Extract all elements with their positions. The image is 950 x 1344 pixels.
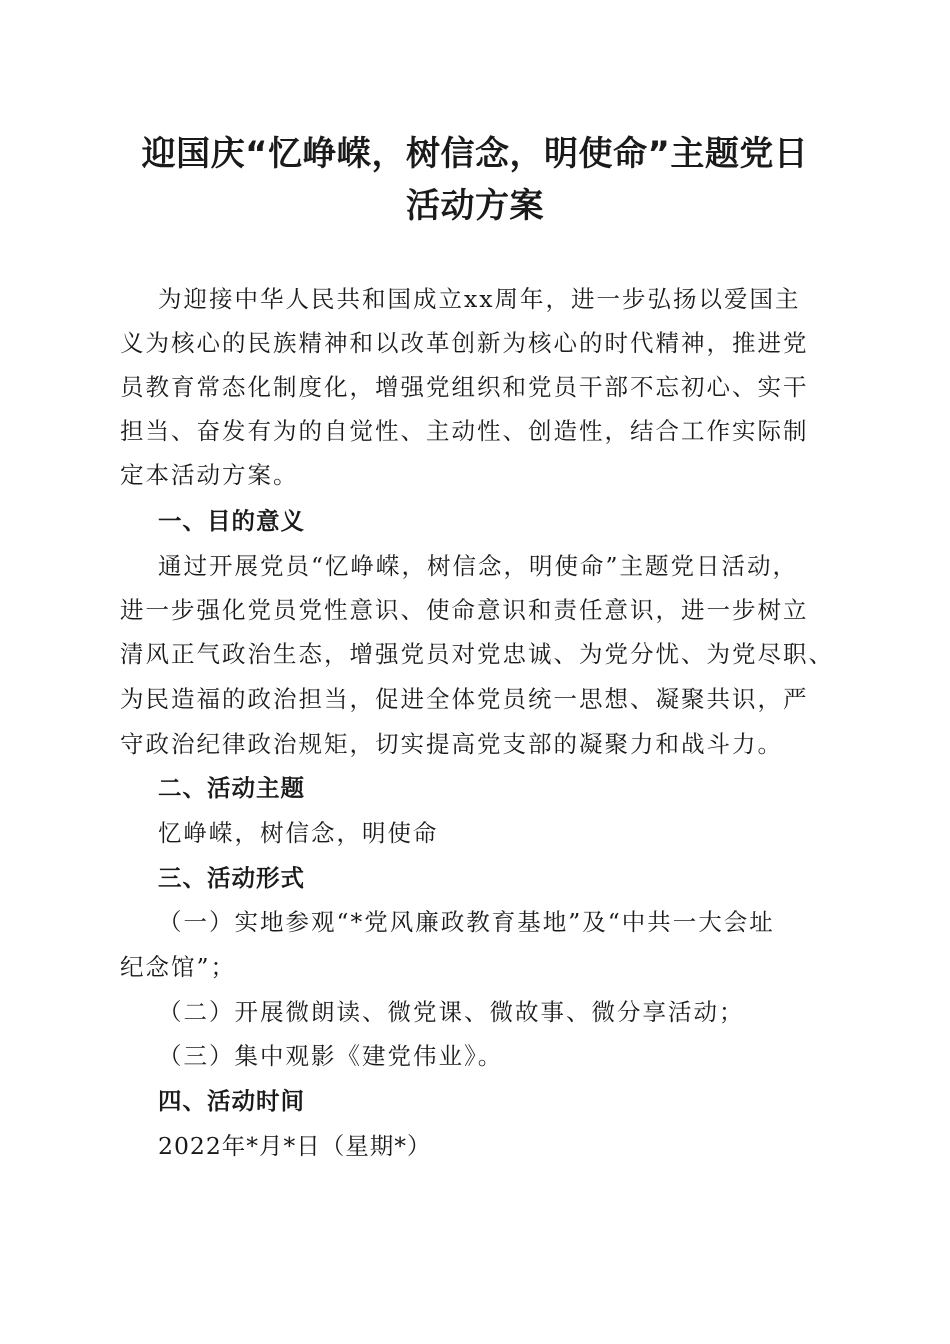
section-format-line: 纪念馆”； <box>120 953 237 981</box>
section-heading-purpose: 一、目的意义 <box>158 507 305 535</box>
section-heading-format: 三、活动形式 <box>158 864 305 892</box>
intro-paragraph-line: 定本活动方案。 <box>120 461 299 489</box>
section-format-line: （三）集中观影《建党伟业》。 <box>158 1042 504 1070</box>
intro-paragraph-line: 员教育常态化制度化，增强党组织和党员干部不忘初心、实干 <box>120 373 809 401</box>
section-purpose-line: 为民造福的政治担当，促进全体党员统一思想、凝聚共识，严 <box>120 685 809 713</box>
section-heading-theme: 二、活动主题 <box>158 774 305 802</box>
section-format-line: （一）实地参观“*党风廉政教育基地”及“中共一大会址 <box>158 908 775 936</box>
document-title-line-2: 活动方案 <box>406 186 544 226</box>
intro-paragraph-line: 为迎接中华人民共和国成立xx周年，进一步弘扬以爱国主 <box>158 285 801 313</box>
section-heading-time: 四、活动时间 <box>158 1087 305 1115</box>
section-format-line: （二）开展微朗读、微党课、微故事、微分享活动； <box>158 998 745 1026</box>
intro-paragraph-line: 义为核心的民族精神和以改革创新为核心的时代精神，推进党 <box>120 329 809 357</box>
section-purpose-line: 通过开展党员“忆峥嵘，树信念，明使命”主题党日活动， <box>158 552 799 580</box>
section-purpose-line: 守政治纪律政治规矩，切实提高党支部的凝聚力和战斗力。 <box>120 730 783 758</box>
section-purpose-line: 进一步强化党员党性意识、使命意识和责任意识，进一步树立 <box>120 596 809 624</box>
section-purpose-line: 清风正气政治生态，增强党员对党忠诚、为党分忧、为党尽职、 <box>120 640 834 668</box>
document-title-line-1: 迎国庆“忆峥嵘，树信念，明使命”主题党日 <box>141 134 809 174</box>
section-time-line: 2022年*月*日（星期*） <box>158 1132 432 1160</box>
section-theme-line: 忆峥嵘，树信念，明使命 <box>158 819 439 847</box>
intro-paragraph-line: 担当、奋发有为的自觉性、主动性、创造性，结合工作实际制 <box>120 417 809 445</box>
document-title <box>100 128 850 232</box>
